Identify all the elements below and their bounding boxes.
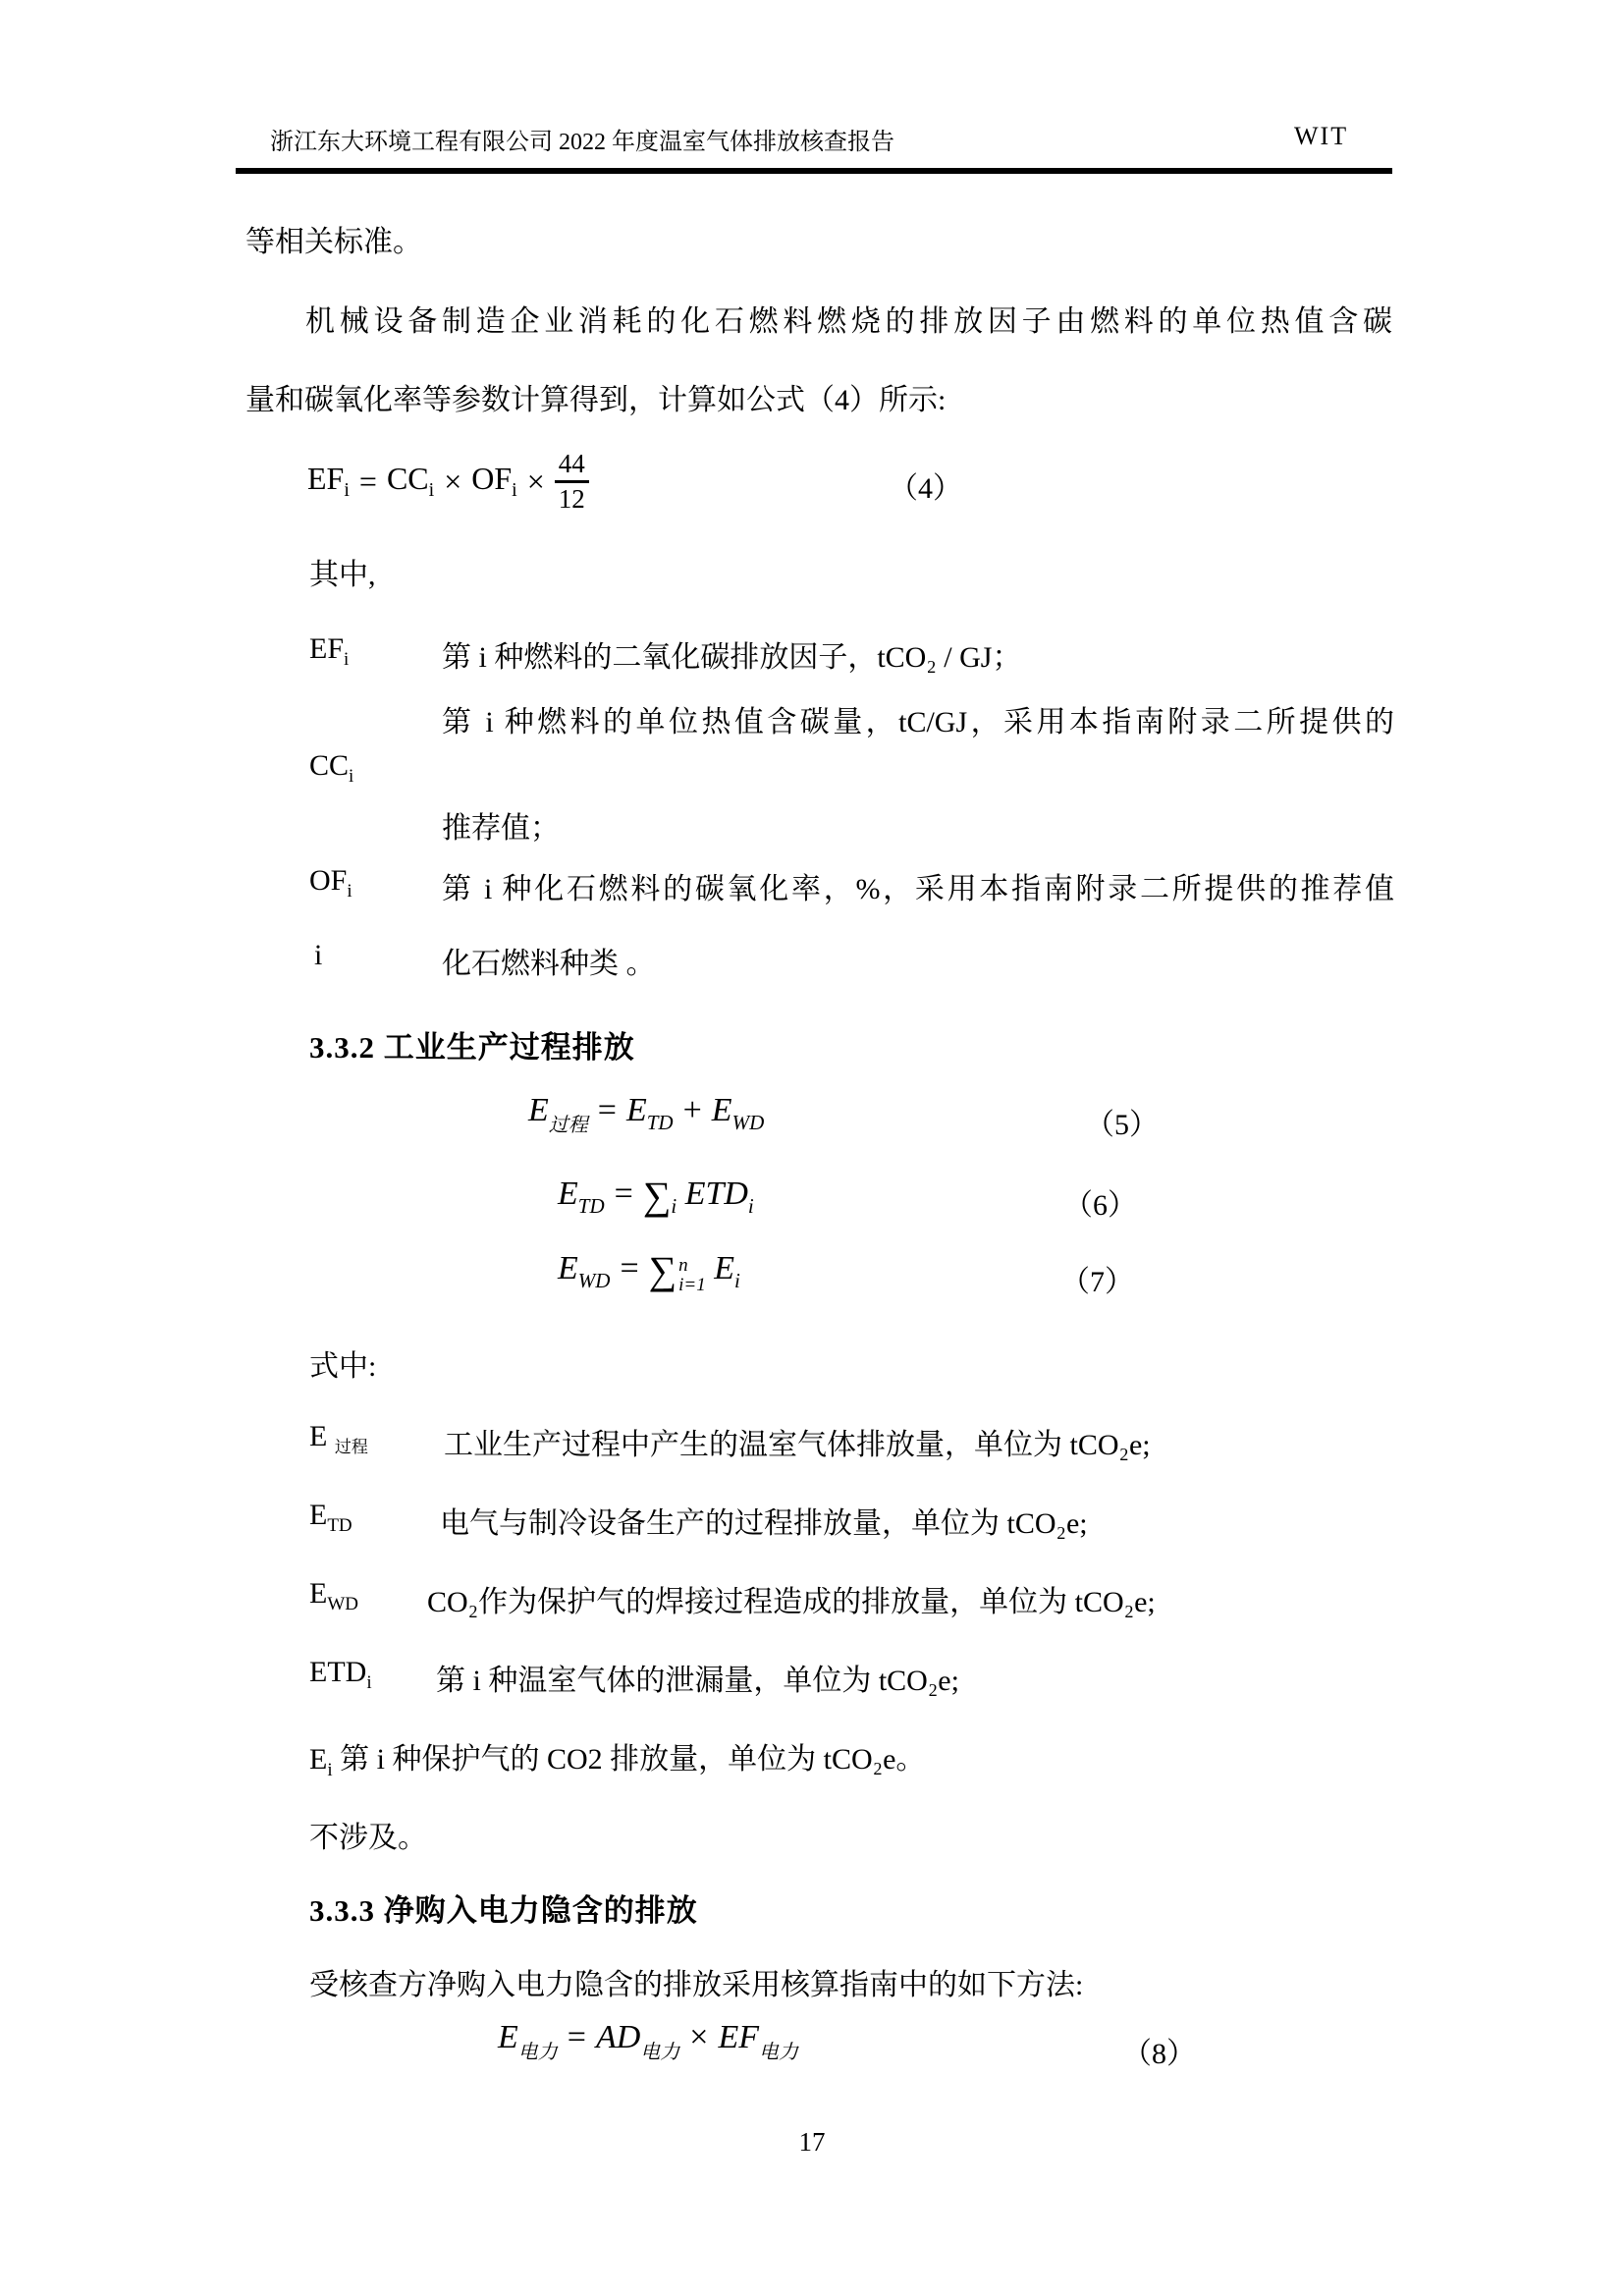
def-text-i: 化石燃料种类 。 (442, 948, 656, 980)
sum-symbol: ∑ (648, 1248, 677, 1292)
def-sym-cci: $CC_i$ (309, 749, 354, 787)
header-title: 浙江东大环境工程有限公司 2022 年度温室气体排放核查报告 (270, 130, 894, 155)
def-row-ei (309, 1734, 925, 1781)
page-number: 17 (798, 2127, 826, 2157)
eq4-times-1: × (444, 463, 462, 499)
header-rule (236, 168, 1392, 174)
def-text-eprocess: 工业生产过程中产生的温室气体排放量，单位为 tCO₂e; (444, 1429, 1151, 1461)
def-text-ewd: CO₂作为保护气的焊接过程造成的排放量，单位为 tCO₂e; (427, 1586, 1156, 1618)
def-text-ofi: 第 i 种化石燃料的碳氧化率，%，采用本指南附录二所提供的推荐值 (442, 873, 1394, 905)
eq5-number: （5） (1085, 1109, 1159, 1141)
eq4-equals: = (358, 463, 377, 499)
eq7-number: （7） (1060, 1266, 1134, 1298)
eq4-times-2: × (526, 463, 545, 499)
def-text-efi: 第 i 种燃料的二氧化碳排放因子，tCO₂ / GJ； (442, 641, 1022, 674)
eq4-cc: $CC_i$ (386, 461, 435, 501)
section-heading-333: 3.3.3 净购入电力隐含的排放 (309, 1893, 698, 1928)
def-sym-i: i (314, 939, 323, 971)
def-text-cci-line1: 第 i 种燃料的单位热值含碳量，tC/GJ，采用本指南附录二所提供的 (442, 706, 1394, 738)
equation-4 (307, 439, 589, 523)
def-text-etdi: 第 i 种温室气体的泄漏量，单位为 tCO₂e; (436, 1665, 959, 1697)
equation-6: $E_{TD} = \sum_i$ $ETD_i$ (558, 1174, 754, 1218)
def-sym-etd: $E_{TD}$ (309, 1499, 352, 1536)
equation-8: $E_{电力} = AD_{电力} \times EF_{电力}$ (498, 2019, 799, 2063)
def-sym-ofi: $OF_i$ (309, 864, 352, 902)
eq6-number: （6） (1063, 1189, 1137, 1222)
sum-limits: n i=1 (678, 1255, 706, 1295)
def-sym-ewd: $E_{WD}$ (309, 1577, 358, 1614)
equation-5: $E_{过程} = E_{TD} + E_{WD}$ (528, 1092, 765, 1136)
eq4-fraction-numerator: 44 (555, 448, 589, 482)
def-text-etd: 电气与制冷设备生产的过程排放量，单位为 tCO₂e; (440, 1507, 1088, 1540)
eq4-fraction-denominator: 12 (558, 483, 585, 514)
sum-symbol: ∑ (642, 1174, 672, 1218)
section-heading-332: 3.3.2 工业生产过程排放 (309, 1030, 635, 1065)
text-line-standards: 等相关标准。 (245, 226, 422, 258)
eq4-of: $OF_i$ (471, 461, 517, 501)
paragraph-method: 受核查方净购入电力隐含的排放采用核算指南中的如下方法: (309, 1969, 1084, 2001)
where-intro-1: 其中, (309, 559, 376, 591)
def-sym-eprocess: E $_{过程}$ (309, 1420, 368, 1456)
header-mark: WIT (1294, 122, 1349, 150)
where-intro-2: 式中: (309, 1350, 377, 1383)
eq8-number: （8） (1122, 2038, 1196, 2070)
def-text-cci-line2: 推荐值； (442, 812, 560, 845)
def-sym-etdi: $ETD_i$ (309, 1656, 372, 1693)
paragraph-line-2: 量和碳氧化率等参数计算得到，计算如公式（4）所示: (245, 384, 947, 416)
eq4-fraction (555, 448, 589, 515)
def-text-ei: 第 i 种保护气的 CO2 排放量，单位为 tCO₂e。 (340, 1743, 926, 1776)
not-applicable-note: 不涉及。 (309, 1822, 427, 1854)
equation-7: $E_{WD}$ = ∑ n i=1 $E_i$ (558, 1248, 740, 1295)
eq4-lhs: $EF_i$ (307, 461, 350, 501)
paragraph-line-1: 机械设备制造企业消耗的化石燃料燃烧的排放因子由燃料的单位热值含碳 (305, 305, 1392, 338)
def-sym-ei: $E_i$ (309, 1743, 333, 1780)
eq4-number: （4） (889, 472, 962, 505)
def-sym-efi: $EF_i$ (309, 632, 350, 670)
